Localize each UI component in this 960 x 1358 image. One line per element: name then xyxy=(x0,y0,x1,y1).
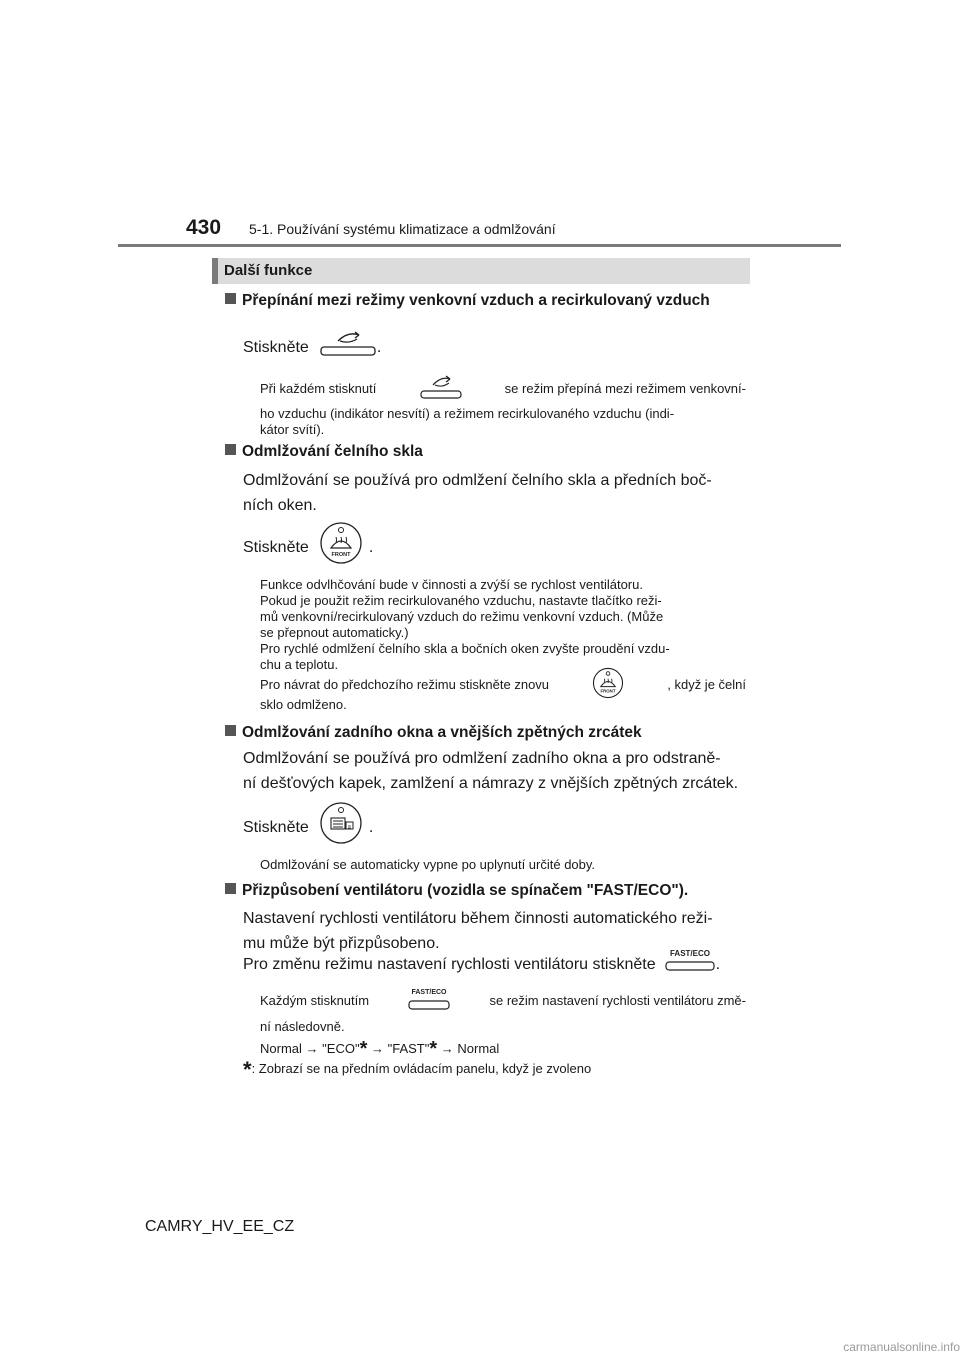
rear-press-text: Stiskněte xyxy=(243,818,309,836)
seq-arrow-icon: → xyxy=(440,1041,454,1056)
seq-asterisk: * xyxy=(429,1038,438,1060)
windshield-note-l6: chu a teplotu. xyxy=(260,657,339,672)
windshield-note xyxy=(260,577,746,713)
windshield-note-l7-end: , když je čelní xyxy=(667,677,746,692)
rear-press-line xyxy=(243,804,373,850)
windshield-desc xyxy=(243,468,746,518)
fan-desc-l2: mu může být přizpůsobeno. xyxy=(243,935,440,952)
fast-eco-label: FAST/ECO xyxy=(411,989,447,996)
seq-eco: "ECO" xyxy=(322,1041,360,1056)
section-bar xyxy=(212,258,750,284)
windshield-note-l5: Pro rychlé odmlžení čelního skla a bočních oken zvyšte proudění vzdu- xyxy=(260,641,670,656)
fan-sequence xyxy=(260,1038,746,1060)
seq-asterisk: * xyxy=(359,1038,368,1060)
recirc-press-text: Stiskněte xyxy=(243,338,309,356)
windshield-note-l1: Funkce odvlhčování bude v činnosti a zvýší se rychlost ventilátoru. xyxy=(260,577,643,592)
footnote-asterisk: * xyxy=(243,1057,252,1082)
section-title: Další funkce xyxy=(224,262,313,279)
heading-square-icon xyxy=(225,293,236,304)
fan-desc-l1: Nastavení rychlosti ventilátoru během činnosti automatického reži- xyxy=(243,910,713,927)
footnote xyxy=(243,1057,592,1082)
footnote-text: : Zobrazí se na předním ovládacím panelu, když je zvoleno xyxy=(251,1061,592,1076)
windshield-heading-text: Odmlžování čelního skla xyxy=(242,443,423,460)
recirc-note-l1-end: se režim přepíná mezi režimem venkovní- xyxy=(504,381,746,396)
rear-heading xyxy=(225,724,642,742)
header-rule xyxy=(118,244,841,247)
fan-heading xyxy=(225,882,688,900)
recirc-note xyxy=(260,376,746,438)
fast-eco-label: FAST/ECO xyxy=(669,949,710,958)
recirc-note-l3: kátor svítí). xyxy=(260,422,325,437)
rear-note: Odmlžování se automaticky vypne po uplynutí určité doby. xyxy=(260,857,596,872)
rear-desc-l1: Odmlžování se používá pro odmlžení zadního okna a pro odstraně- xyxy=(243,750,721,767)
watermark: carmanualsonline.info xyxy=(843,1340,960,1354)
seq-normal: Normal xyxy=(457,1041,500,1056)
rear-heading-text: Odmlžování zadního okna a vnějších zpětných zrcátek xyxy=(242,724,642,741)
fan-heading-text: Přizpůsobení ventilátoru (vozidla se spínačem "FAST/ECO"). xyxy=(242,882,689,899)
windshield-note-l7-start: Pro návrat do předchozího režimu stiskněte znovu xyxy=(260,677,550,692)
rear-defogger-button-icon xyxy=(319,801,363,853)
chapter-title: 5-1. Používání systému klimatizace a odmlžování xyxy=(249,221,556,237)
recirc-press-line xyxy=(243,330,381,364)
rear-desc xyxy=(243,746,753,796)
rear-desc-l2: ní dešťových kapek, zamlžení a námrazy z vnějších zpětných zrcátek. xyxy=(243,775,739,792)
heading-square-icon xyxy=(225,444,236,455)
windshield-note-l4: se přepnout automaticky.) xyxy=(260,625,409,640)
fan-note xyxy=(260,988,746,1060)
recirc-note-l2: ho vzduchu (indikátor nesvítí) a režimem recirkulovaného vzduchu (indi- xyxy=(260,406,675,421)
recirc-button-icon xyxy=(319,329,377,365)
seq-normal: Normal xyxy=(260,1041,302,1056)
windshield-desc-l2: ních oken. xyxy=(243,497,317,514)
heading-square-icon xyxy=(225,883,236,894)
fan-period: . xyxy=(715,955,721,973)
seq-arrow-icon: → xyxy=(305,1041,319,1056)
doc-code: CAMRY_HV_EE_CZ xyxy=(145,1218,295,1235)
page-number: 430 xyxy=(186,216,222,239)
fan-note-l2: ní následovně. xyxy=(260,1019,345,1034)
windshield-period: . xyxy=(368,538,374,556)
windshield-press-line xyxy=(243,524,373,570)
windshield-desc-l1: Odmlžování se používá pro odmlžení čelního skla a předních boč- xyxy=(243,472,712,489)
recirc-heading xyxy=(225,292,710,310)
recirc-note-start: Při každém stisknutí xyxy=(260,381,377,396)
section-bar-accent xyxy=(212,258,218,284)
front-label: FRONT xyxy=(600,688,616,694)
fan-press-line xyxy=(243,949,720,979)
fast-eco-inline-icon xyxy=(407,986,451,1016)
windshield-note-l2: Pokud je použit režim recirkulovaného vzduchu, nastavte tlačítko reži- xyxy=(260,593,662,608)
rear-period: . xyxy=(368,818,374,836)
fast-eco-button-icon xyxy=(664,947,716,981)
recirc-inline-icon xyxy=(419,374,463,404)
windshield-note-l3: mů venkovní/recirkulovaný vzduch do režimu venkovní vzduch. (Může xyxy=(260,609,664,624)
front-label: FRONT xyxy=(331,552,351,558)
recirc-period: . xyxy=(376,338,382,356)
seq-fast: "FAST" xyxy=(387,1041,430,1056)
seq-arrow-icon: → xyxy=(370,1041,384,1056)
windshield-note-l8: sklo odmlženo. xyxy=(260,697,347,712)
fan-desc-l3: Pro změnu režimu nastavení rychlosti ventilátoru stiskněte xyxy=(243,955,656,973)
windshield-press-text: Stiskněte xyxy=(243,538,309,556)
recirc-heading-text: Přepínání mezi režimy venkovní vzduch a recirkulovaný vzduch xyxy=(242,292,710,309)
heading-square-icon xyxy=(225,725,236,736)
fan-note-start: Každým stisknutím xyxy=(260,993,370,1008)
windshield-heading xyxy=(225,443,423,461)
front-defroster-button-icon xyxy=(319,521,363,573)
front-defroster-inline-icon xyxy=(592,667,624,703)
fan-note-l1-end: se režim nastavení rychlosti ventilátoru změ- xyxy=(489,993,746,1008)
